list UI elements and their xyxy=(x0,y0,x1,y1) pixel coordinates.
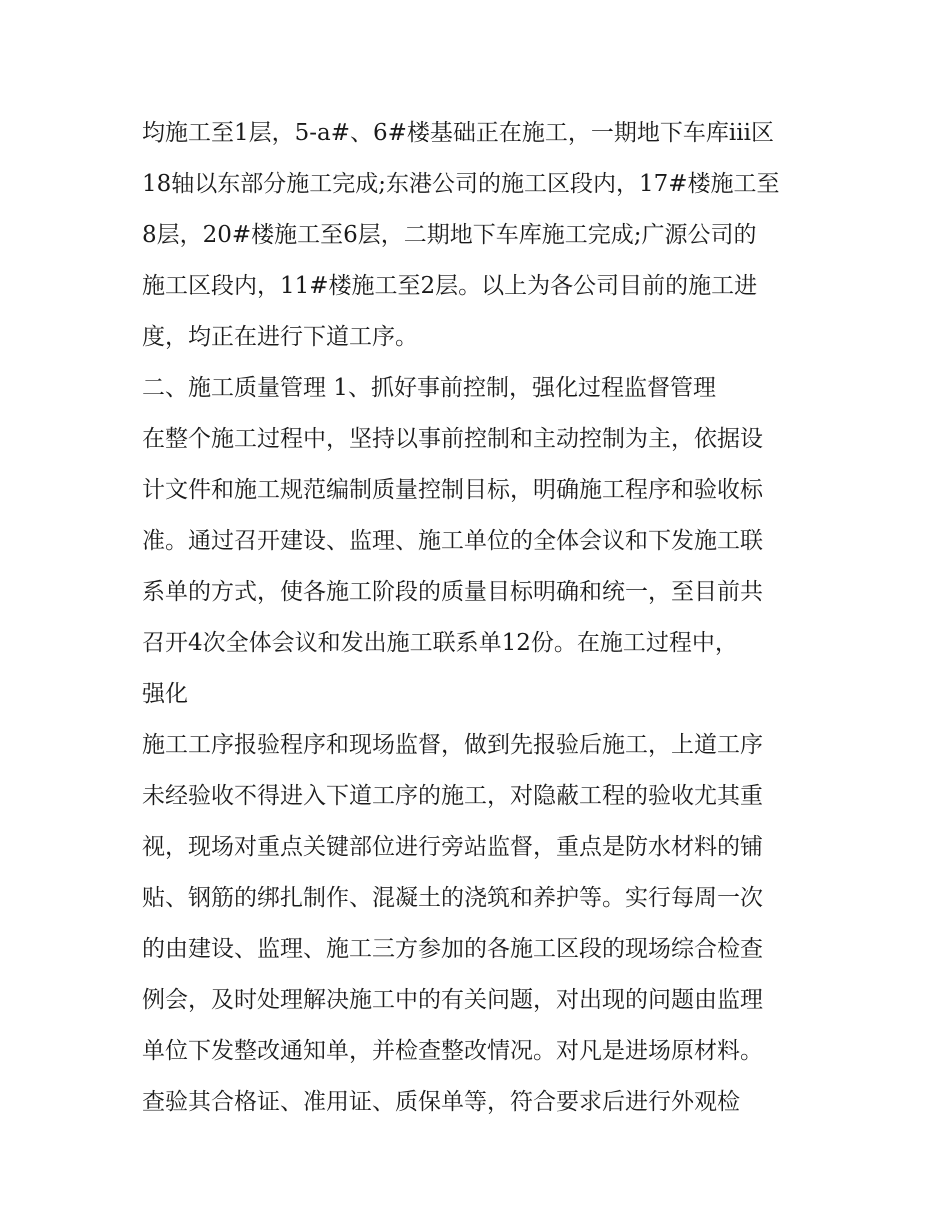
text-line-8: 计文件和施工规范编制质量控制目标，明确施工程序和验收标 xyxy=(142,477,763,503)
text-line-20: 查验其合格证、准用证、质保单等，符合要求后进行外观检 xyxy=(142,1089,740,1115)
body-text xyxy=(142,108,822,1128)
text-line-9: 准。通过召开建设、监理、施工单位的全体会议和下发施工联 xyxy=(142,528,763,554)
text-line-2: 18轴以东部分施工完成;东港公司的施工区段内，17#楼施工至 xyxy=(142,171,780,197)
text-line-10: 系单的方式，使各施工阶段的质量目标明确和统一，至目前共 xyxy=(142,579,763,605)
text-line-1: 均施工至1层，5-a#、6#楼基础正在施工，一期地下车库iii区 xyxy=(142,120,774,146)
section-heading: 二、施工质量管理 1、抓好事前控制，强化过程监督管理 xyxy=(142,375,716,401)
text-line-15: 视，现场对重点关键部位进行旁站监督，重点是防水材料的铺 xyxy=(142,834,763,860)
text-line-3: 8层，20#楼施工至6层，二期地下车库施工完成;广源公司的 xyxy=(142,222,757,248)
text-line-12: 强化 xyxy=(142,681,188,707)
text-line-11: 召开4次全体会议和发出施工联系单12份。在施工过程中， xyxy=(142,630,738,656)
text-line-18: 例会，及时处理解决施工中的有关问题，对出现的问题由监理 xyxy=(142,987,763,1013)
text-line-7: 在整个施工过程中，坚持以事前控制和主动控制为主，依据设 xyxy=(142,426,763,452)
text-line-17: 的由建设、监理、施工三方参加的各施工区段的现场综合检查 xyxy=(142,936,763,962)
text-line-4: 施工区段内，11#楼施工至2层。以上为各公司目前的施工进 xyxy=(142,273,758,299)
text-line-5: 度，均正在进行下道工序。 xyxy=(142,324,418,350)
text-line-16: 贴、钢筋的绑扎制作、混凝土的浇筑和养护等。实行每周一次 xyxy=(142,885,763,911)
text-line-14: 未经验收不得进入下道工序的施工，对隐蔽工程的验收尤其重 xyxy=(142,783,763,809)
text-line-19: 单位下发整改通知单，并检查整改情况。对凡是进场原材料。 xyxy=(142,1038,763,1064)
text-line-13: 施工工序报验程序和现场监督，做到先报验后施工，上道工序 xyxy=(142,732,763,758)
